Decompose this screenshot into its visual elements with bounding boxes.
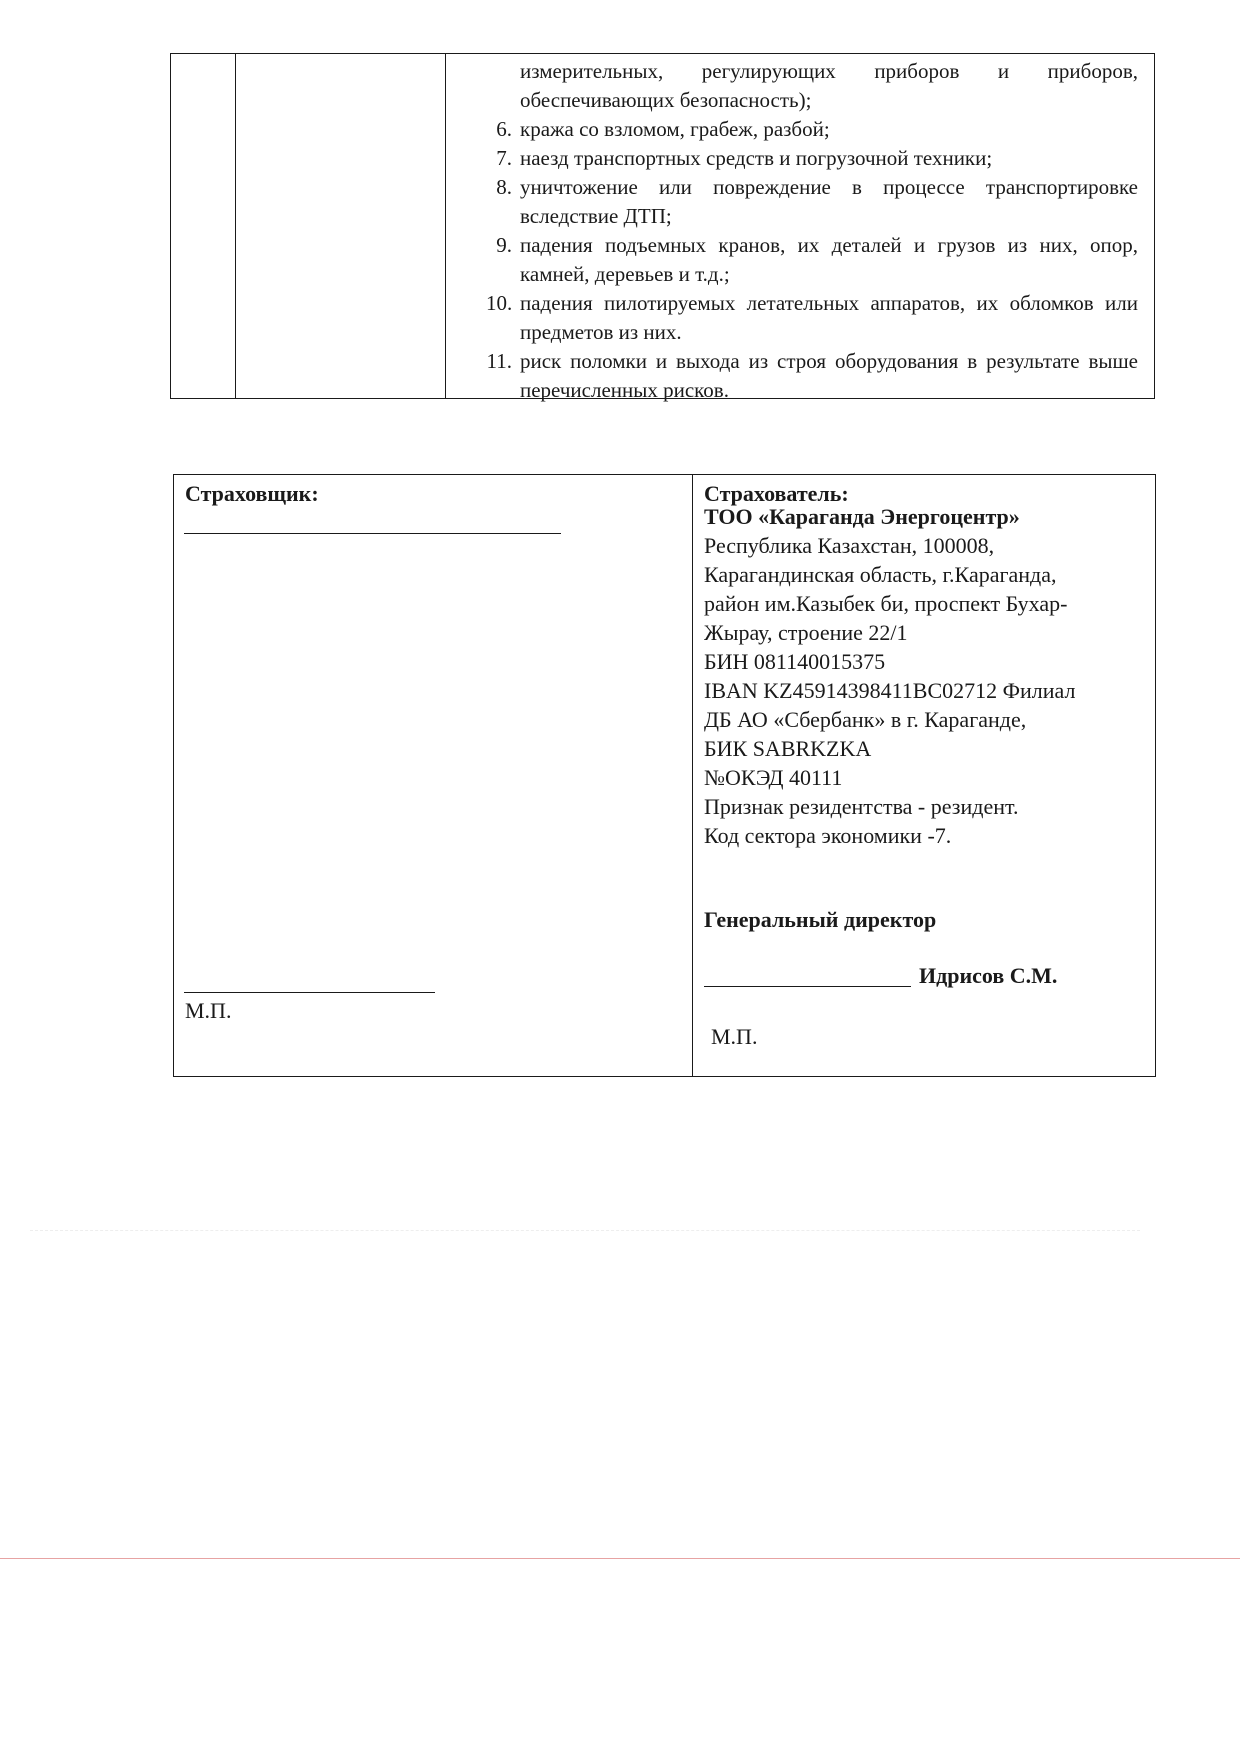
insured-detail-line: Республика Казахстан, 100008, (704, 533, 995, 558)
insured-detail-line: Код сектора экономики -7. (704, 823, 952, 848)
list-item (486, 173, 1138, 231)
insured-detail-line: БИК SABRKZKA (704, 736, 872, 761)
insured-heading: Страхователь: (704, 481, 849, 506)
list-item-text: уничтожение или повреждение в процессе транспортировке вследствие ДТП; (520, 175, 1138, 228)
insured-detail-line: Карагандинская область, г.Караганда, (704, 562, 1057, 587)
insured-signatory: Идрисов С.М. (919, 963, 1058, 988)
risk-table (170, 53, 1155, 402)
insurer-name-line (184, 533, 561, 534)
insured-details (704, 502, 1144, 850)
list-item (486, 115, 1138, 144)
insured-detail-line: район им.Казыбек би, проспект Бухар- (704, 591, 1068, 616)
insured-detail-line: IBAN KZ45914398411BC02712 Филиал (704, 678, 1076, 703)
list-item (486, 57, 1138, 115)
insured-detail-line: Признак резидентства - резидент. (704, 794, 1019, 819)
list-item-text: падения пилотируемых летательных аппаратов, их обломков или предметов из них. (520, 291, 1138, 344)
signatures-table (173, 474, 1156, 1077)
scan-artifact-line (30, 1230, 1140, 1231)
list-item (486, 289, 1138, 347)
list-item (486, 347, 1138, 405)
insured-detail-line: №ОКЭД 40111 (704, 765, 843, 790)
insured-signature-line (704, 986, 911, 987)
list-item-text: наезд транспортных средств и погрузочной техники; (520, 146, 993, 170)
insured-detail-line: БИН 081140015375 (704, 649, 886, 674)
insured-detail-line: ДБ АО «Сбербанк» в г. Караганде, (704, 707, 1027, 732)
list-item-number: 11. (486, 349, 512, 373)
table-column-divider (445, 54, 446, 398)
insured-position: Генеральный директор (704, 907, 937, 932)
list-item-number: 9. (496, 233, 512, 257)
list-item-number: 8. (496, 175, 512, 199)
list-item-number: 6. (496, 117, 512, 141)
insured-company: ТОО «Караганда Энергоцентр» (704, 504, 1020, 529)
insured-detail-line: Жырау, строение 22/1 (704, 620, 908, 645)
list-item-number: 10. (486, 291, 513, 315)
insurer-signature-line (184, 992, 435, 993)
table-column-divider (235, 54, 236, 398)
risk-list (486, 57, 1138, 405)
list-item-text: кража со взломом, грабеж, разбой; (520, 117, 830, 141)
list-item (486, 231, 1138, 289)
insurer-heading: Страховщик: (185, 481, 319, 506)
list-item-text: падения подъемных кранов, их деталей и грузов из них, опор, камней, деревьев и т.д.; (520, 233, 1138, 286)
insured-seal-label: М.П. (711, 1024, 758, 1049)
list-item-number: 7. (496, 146, 512, 170)
list-item (486, 144, 1138, 173)
page-margin-line (0, 1558, 1240, 1559)
table-column-divider (692, 475, 693, 1076)
list-item-text: риск поломки и выхода из строя оборудования в результате выше перечисленных рисков. (520, 349, 1138, 402)
list-item-text: измерительных, регулирующих приборов и приборов, обеспечивающих безопасность); (520, 59, 1138, 112)
insurer-seal-label: М.П. (185, 998, 232, 1023)
